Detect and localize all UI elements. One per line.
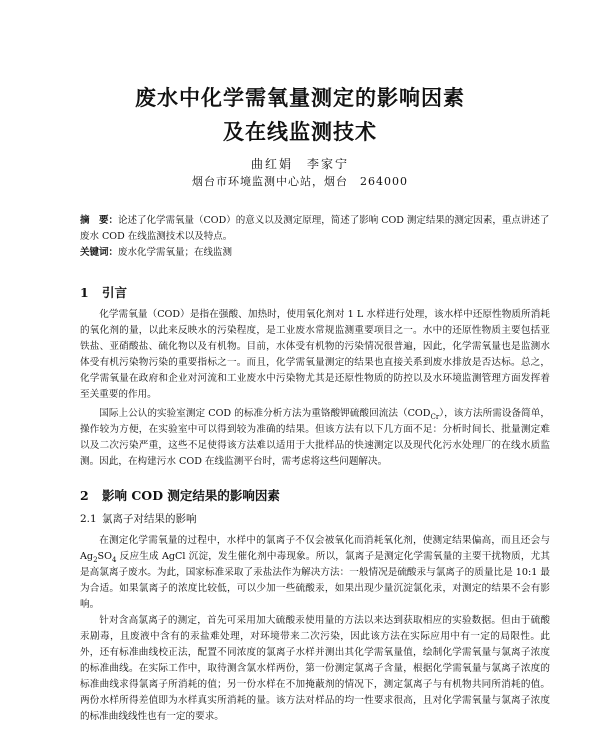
section-number: 1 <box>80 285 89 300</box>
paper-affiliation: 烟台市环境监测中心站，烟台 264000 <box>192 175 408 188</box>
paragraph-intro-2: 国际上公认的实验室测定 COD 的标准分析方法为重铬酸钾硫酸回流法$(COD_{Cr})$，该方法所需设备简单，操作较为方便，在实验室中可以得到较为准确的结果。但该方法有以下几方面不足：分析时间长、批量测定难以及二次污染严重，这些不足使得该方法难以适用于大批样品的快速测定以及现代化污水处理厂的在线水质监测。因此，在构建污水 COD 在线监测平台时，需考虑将这些问题解决。 <box>80 408 550 467</box>
abstract-text: 论述了化学需氧量（COD）的意义以及测定原理，简述了影响 COD 测定结果的测定因素，重点讲述了废水 COD 在线监测技术以及特点。 <box>80 215 550 242</box>
paper-title-line2: 及在线监测技术 <box>223 120 377 144</box>
subsection-heading-2-1 <box>80 512 197 527</box>
abstract-block <box>80 213 550 261</box>
section-heading-2 <box>80 488 280 504</box>
section-number: 2 <box>80 488 89 503</box>
section-title: 影响 COD 测定结果的影响因素 <box>102 488 280 503</box>
paper-title-line1: 废水中化学需氧量测定的影响因素 <box>135 86 465 110</box>
abstract-label: 摘 要： <box>80 215 119 226</box>
section-title: 引言 <box>102 285 128 300</box>
keywords-label: 关键词： <box>80 247 119 258</box>
keywords <box>80 245 550 261</box>
keywords-text: 废水化学需氧量；在线监测 <box>118 247 233 258</box>
subsection-title: 氯离子对结果的影响 <box>102 513 197 525</box>
paragraph-chloride-1: 在测定化学需氧量的过程中，水样中的氯离子不仅会被氧化而消耗氧化剂，使测定结果偏高，而且还会与 $Ag_2SO_4$ 反应生成 AgCl 沉淀，发生催化剂中毒现象。所以，氯离子是测定化学需氧量的主要干扰物质，尤其是高氯离子废水。为此，国家标准采取了汞盐法作为解决方法：一般情况是硫酸汞与氯离子的质量比是 10:1 最为合适。如果氯离子的浓度比较低，可以少加一些硫酸汞，如果出现少量沉淀氯化汞，对测定的结果不会有影响。 <box>80 535 550 610</box>
paragraph-intro-1: 化学需氧量（COD）是指在强酸、加热时，使用氧化剂对 1 L 水样进行处理，该水样中还原性物质所消耗的氧化剂的量，以此来反映水的污染程度，是工业废水常规监测重要项目之一。水中的还原性物质主要包括亚铁盐、亚硝酸盐、硫化物以及有机物。目前，水体受有机物的污染情况很普遍，因此，化学需氧量也是监测水体受有机污染物污染的重要指标之一。而且，化学需氧量测定的结果也直接关系到废水排放是否达标。总之，化学需氧量在政府和企业对河流和工业废水中污染物尤其是还原性物质的防控以及水环境监测管理方面发挥着至关重要的作用。 <box>80 309 550 400</box>
section-heading-1 <box>80 285 127 301</box>
paragraph-chloride-2: 针对含高氯离子的测定，首先可采用加大硫酸汞使用量的方法以来达到获取相应的实验数据。但由于硫酸汞剧毒，且废液中含有的汞盐难处理，对环境带来二次污染，因此该方法在实际应用中有一定的局限性。此外，还有标准曲线校正法，配置不同浓度的氯离子水样并测出其化学需氧量值，绘制化学需氧量与氯离子浓度的标准曲线。在实际工作中，取待测含氯水样两份，第一份测定氯离子含量，根据化学需氧量与氯离子浓度的标准曲线求得氯离子所消耗的值；另一份水样在不加掩蔽剂的情况下，测定氯离子与有机物共同所消耗的值。两份水样所得差值即为水样真实所消耗的量。该方法对样品的均一性要求很高，且对化学需氧量与氯离子浓度的标准曲线线性也有一定的要求。 <box>80 615 550 722</box>
subsection-number: 2.1 <box>80 513 97 525</box>
paper-authors: 曲红娟 李家宁 <box>250 157 349 171</box>
abstract <box>80 213 550 245</box>
